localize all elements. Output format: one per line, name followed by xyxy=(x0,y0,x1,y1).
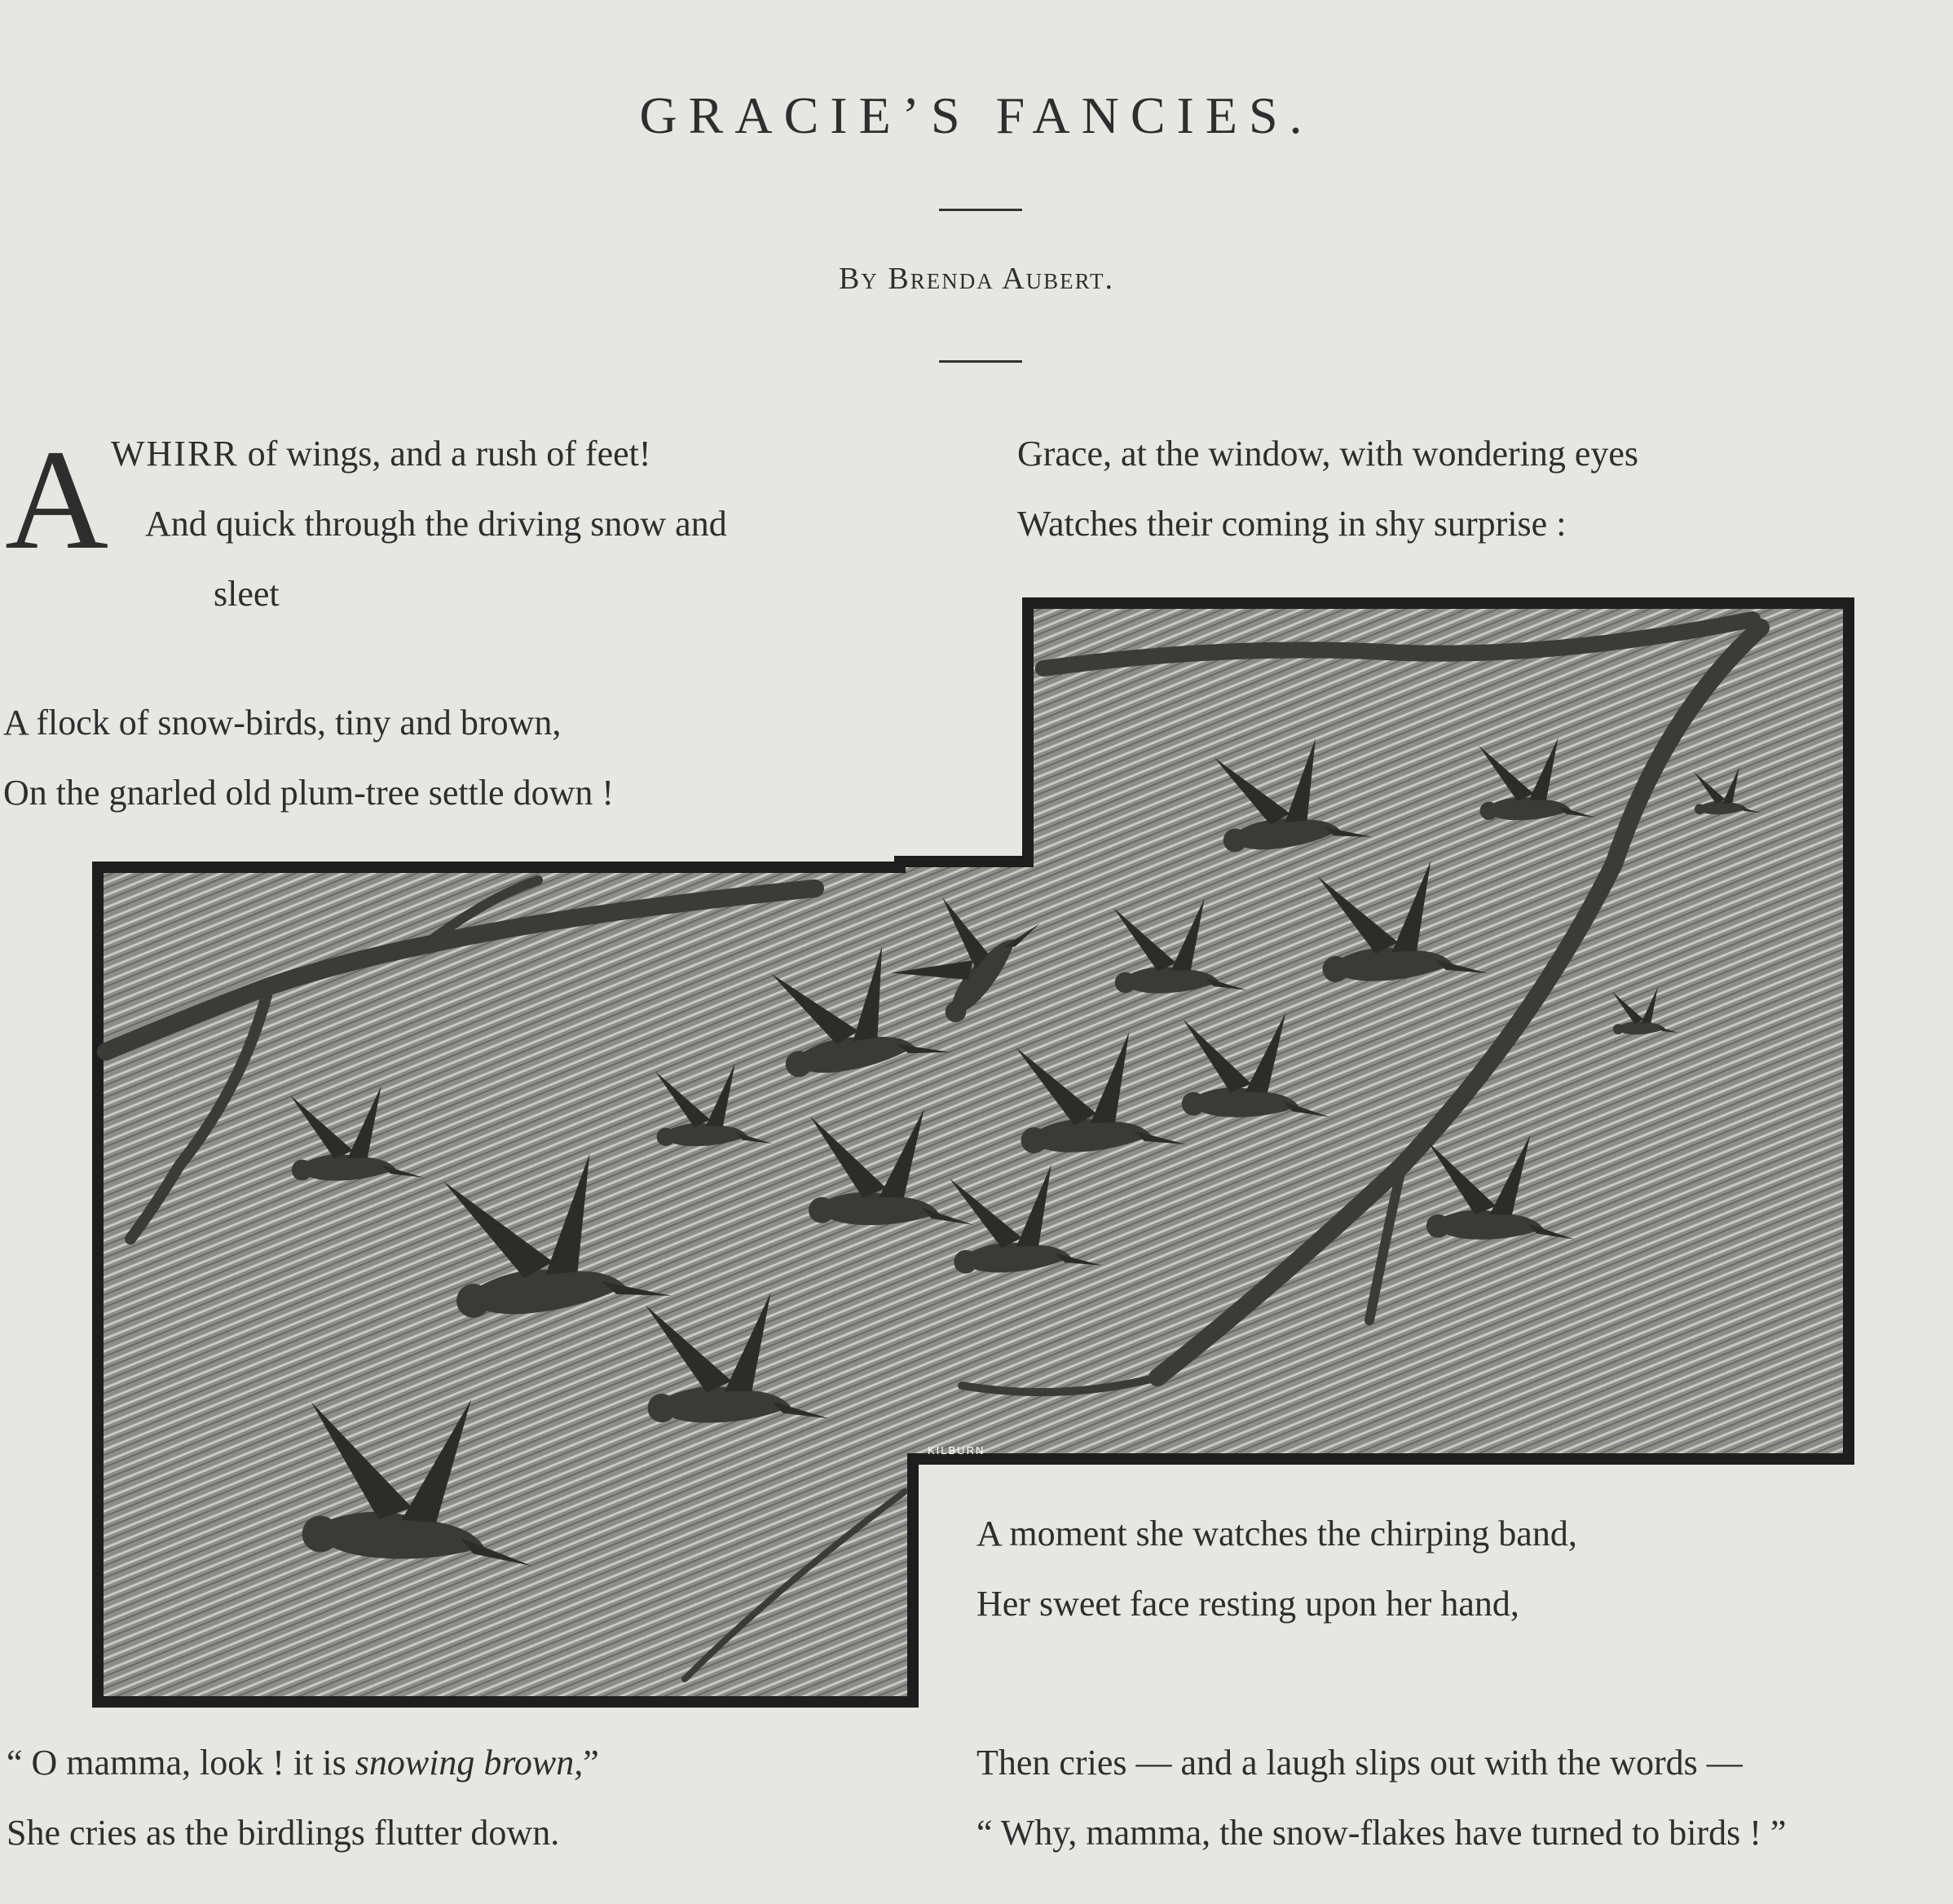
stanza4-line1: A moment she watches the chirping band, xyxy=(976,1514,1577,1554)
stanza5-line1 xyxy=(7,1728,599,1798)
stanza3-line1: Grace, at the window, with wondering eyes xyxy=(1017,434,1639,474)
drop-cap: A xyxy=(5,421,109,580)
stanza1-first-word: WHIRR xyxy=(111,434,239,474)
stanza2-line2: On the gnarled old plum-tree settle down ! xyxy=(3,773,615,813)
stanza5-line1-end: ” xyxy=(583,1743,599,1783)
stanza6-line2: “ Why, mamma, the snow-flakes have turned to birds ! ” xyxy=(976,1813,1787,1853)
stanza6-line1: Then cries — and a laugh slips out with the words — xyxy=(976,1743,1743,1783)
stanza4-line2: Her sweet face resting upon her hand, xyxy=(976,1584,1519,1624)
poem-title: GRACIE’S FANCIES. xyxy=(639,86,1314,144)
byline: By Brenda Aubert. xyxy=(839,262,1114,296)
engraver-signature: KILBURN xyxy=(928,1444,985,1457)
stanza5-line1-italic: snowing brown, xyxy=(355,1743,584,1783)
stanza5-line1-start: “ O mamma, look ! it is xyxy=(7,1743,355,1783)
stanza3-line2: Watches their coming in shy surprise : xyxy=(1017,504,1567,544)
stanza1-line2: And quick through the driving snow and xyxy=(145,504,727,544)
stanza1-line1-rest: of wings, and a rush of feet! xyxy=(247,434,651,474)
stanza1-line3: sleet xyxy=(214,574,280,614)
stanza2-line1: A flock of snow-birds, tiny and brown, xyxy=(3,703,562,743)
stanza5-line2: She cries as the birdlings flutter down. xyxy=(7,1813,560,1853)
